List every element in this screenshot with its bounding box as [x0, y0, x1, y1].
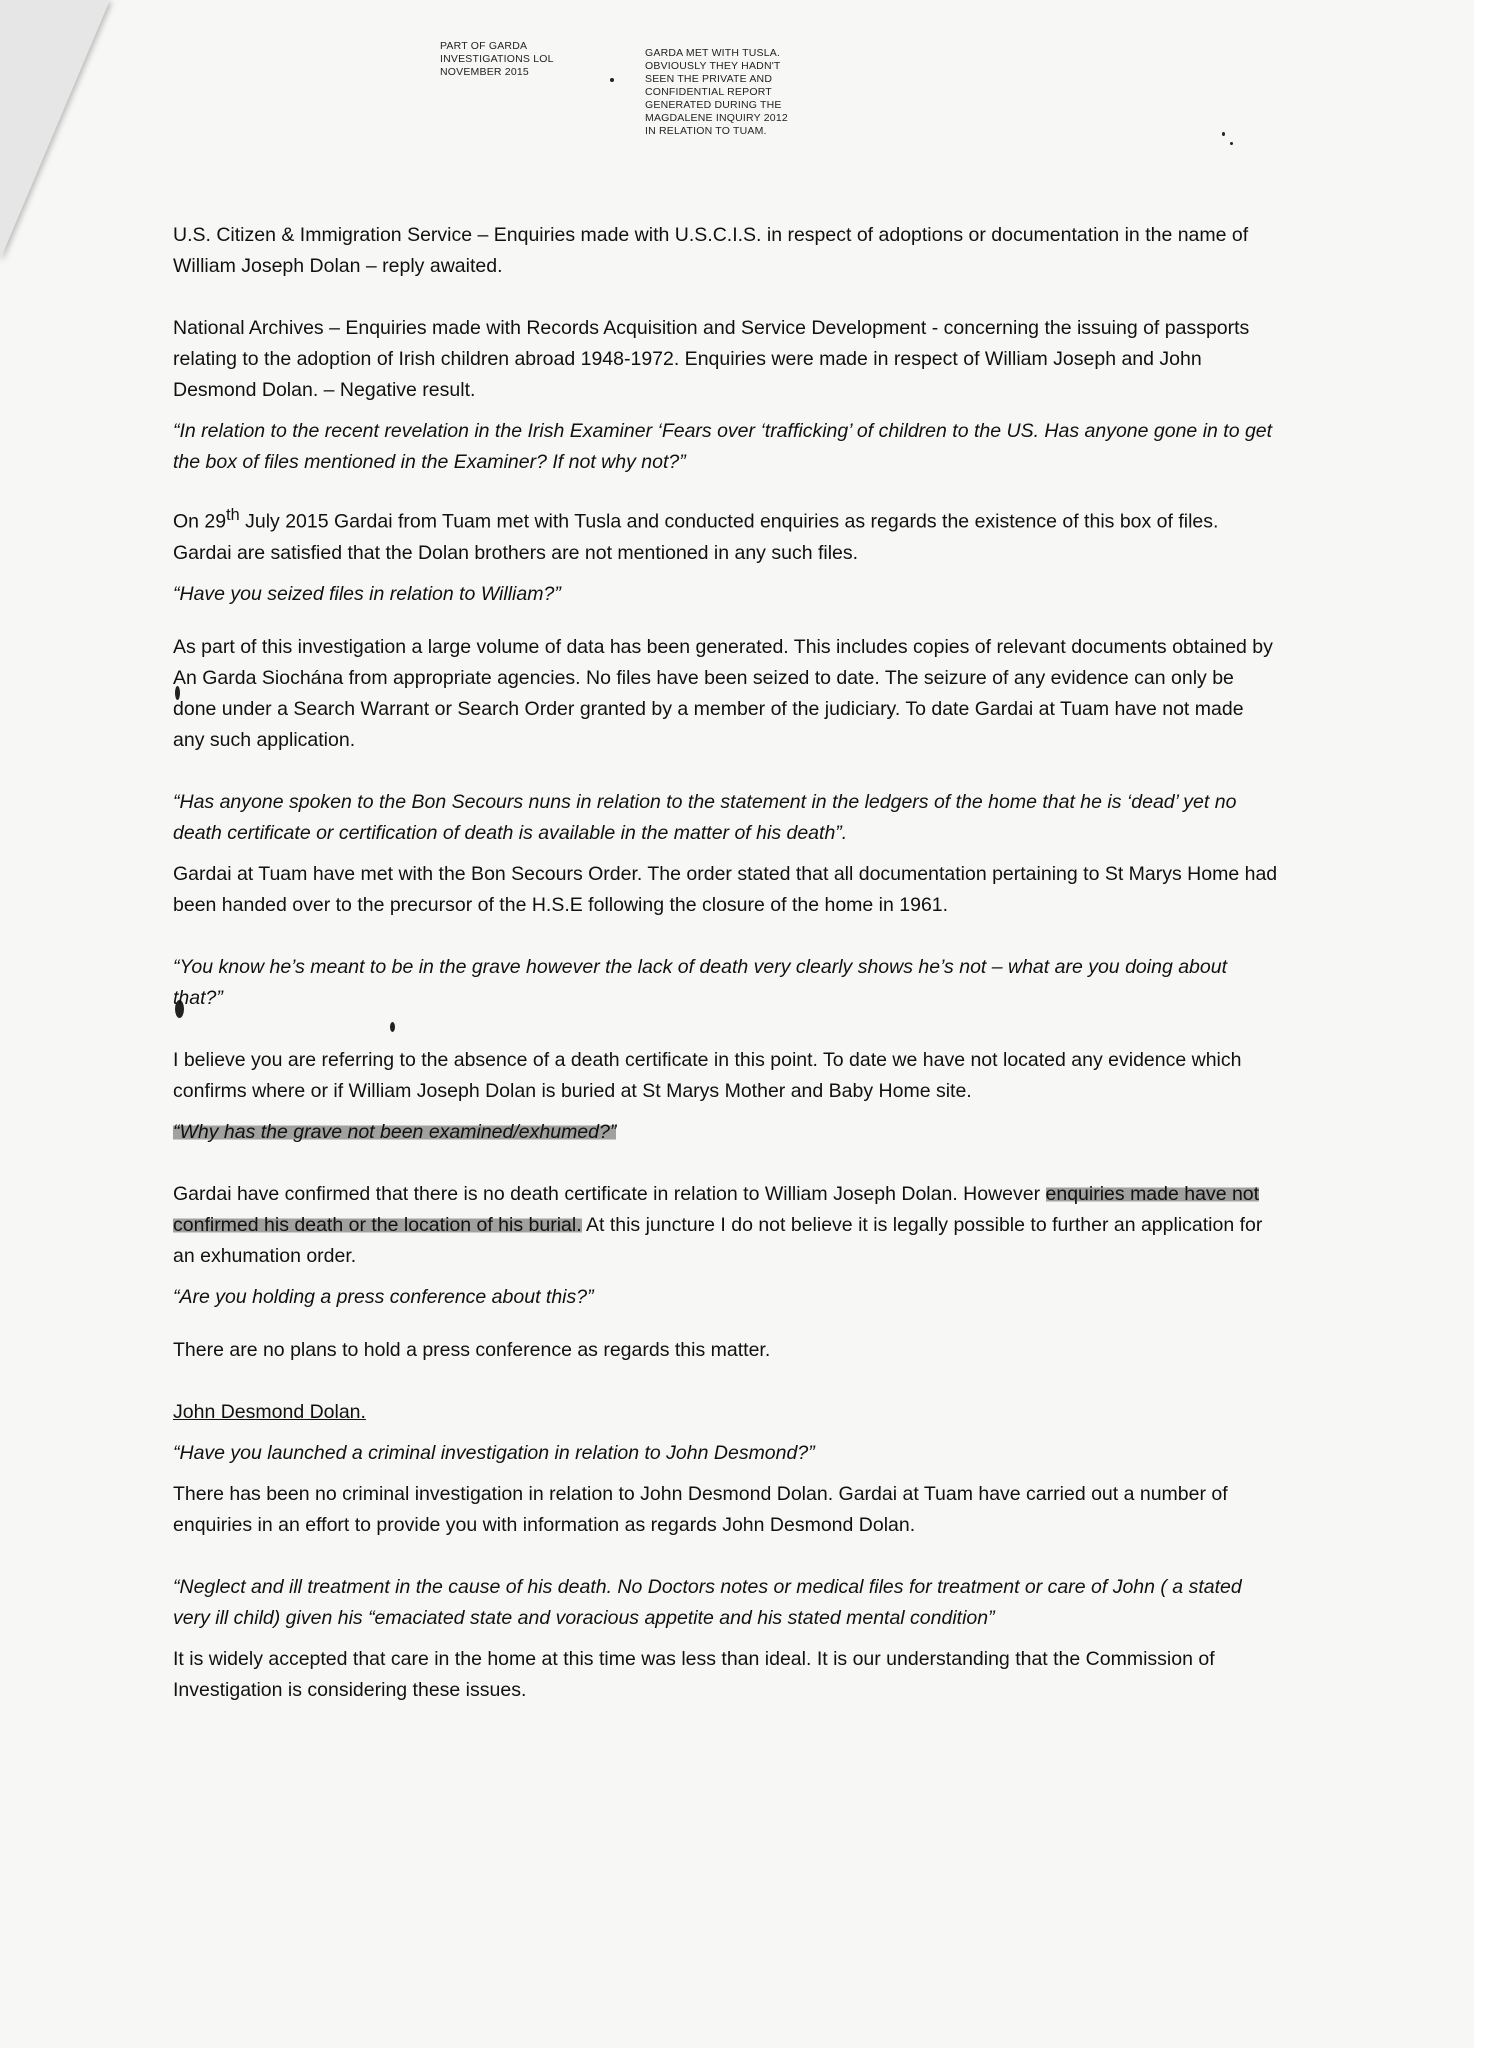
- answer-examiner: [173, 500, 1278, 569]
- question-examiner: “In relation to the recent revelation in the Irish Examiner ‘Fears over ‘trafficking’ of children to the US. Has anyone gone in to get the box of files mentioned in the Examiner? If not why not?”: [173, 420, 1273, 473]
- answer-neglect: It is widely accepted that care in the home at this time was less than ideal. It is our understanding that the Commission of Investigation is considering these issues.: [173, 1647, 1215, 1701]
- answer-date-prefix: On 29: [173, 510, 227, 533]
- answer-exhumed-start: Gardai have confirmed that there is no death certificate in relation to William Joseph Dolan. However: [173, 1182, 1046, 1205]
- uscis-paragraph: U.S. Citizen & Immigration Service – Enquiries made with U.S.C.I.S. in respect of adoptions or documentation in the name of William Joseph Dolan – reply awaited.: [173, 224, 1249, 277]
- answer-examiner-text: July 2015 Gardai from Tuam met with Tusla and conducted enquiries as regards the existence of this box of files. Gardai are satisfied that the Dolan brothers are not mentioned in any such files.: [173, 510, 1219, 564]
- answer-date-suffix: th: [226, 506, 240, 524]
- question-exhumed: [173, 1117, 1278, 1148]
- question-press-conference: “Are you holding a press conference about this?”: [173, 1285, 594, 1308]
- answer-seized-files: As part of this investigation a large volume of data has been generated. This includes copies of relevant documents obtained by An Garda Siochána from appropriate agencies. No files have been seized to date. The seizure of any evidence can only be done under a Search Warrant or Search Order granted by a member of the judiciary. To date Gardai at Tuam have not made any such application.: [173, 635, 1273, 751]
- handwritten-note-left: PART OF GARDA INVESTIGATIONS LOL NOVEMBER 2015: [440, 40, 554, 78]
- answer-criminal-investigation: There has been no criminal investigation in relation to John Desmond Dolan. Gardai at Tuam have carried out a number of enquiries in an effort to provide you with information as regards John Desmond Dolan.: [173, 1482, 1228, 1536]
- answer-grave: I believe you are referring to the absence of a death certificate in this point. To date we have not located any evidence which confirms where or if William Joseph Dolan is buried at St Marys Mother and Baby Home site.: [173, 1048, 1242, 1102]
- scan-speck: [1222, 132, 1225, 136]
- document-body: [173, 220, 1278, 1706]
- archives-paragraph: National Archives – Enquiries made with Records Acquisition and Service Development - concerning the issuing of passports relating to the adoption of Irish children abroad 1948-1972. Enquiries were made in respect of William Joseph and John Desmond Dolan. – Negative result.: [173, 317, 1250, 401]
- answer-exhumed-end: At this juncture I do not believe it is legally possible to further an application for an exhumation order.: [173, 1213, 1263, 1267]
- answer-press-conference: There are no plans to hold a press conference as regards this matter.: [173, 1338, 771, 1361]
- question-seized-files: “Have you seized files in relation to William?”: [173, 582, 561, 605]
- section-heading-john: John Desmond Dolan.: [173, 1400, 366, 1423]
- highlighted-question: “Why has the grave not been examined/exhumed?”: [173, 1120, 617, 1143]
- answer-bon-secours: Gardai at Tuam have met with the Bon Secours Order. The order stated that all documentation pertaining to St Marys Home had been handed over to the precursor of the H.S.E following the closure of the home in 1961.: [173, 862, 1278, 916]
- scan-speck: [610, 78, 614, 82]
- question-criminal-investigation: “Have you launched a criminal investigation in relation to John Desmond?”: [173, 1441, 815, 1464]
- question-bon-secours: “Has anyone spoken to the Bon Secours nuns in relation to the statement in the ledgers of the home that he is ‘dead’ yet no death certificate or certification of death is available in the matter of his death”.: [173, 790, 1237, 844]
- folded-corner: [0, 0, 110, 260]
- scan-speck: [1230, 142, 1233, 145]
- highlighted-answer: enquiries made have not confirmed his death or the location of his burial.: [173, 1182, 1260, 1236]
- handwritten-note-right: GARDA MET WITH TUSLA. OBVIOUSLY THEY HADN'T SEEN THE PRIVATE AND CONFIDENTIAL REPORT GENERATED DURING THE MAGDALENE INQUIRY 2012 IN RELATION TO TUAM.: [645, 47, 788, 137]
- question-grave: “You know he’s meant to be in the grave however the lack of death very clearly shows he’s not – what are you doing about that?”: [173, 955, 1227, 1009]
- answer-exhumed: [173, 1179, 1278, 1272]
- question-neglect: “Neglect and ill treatment in the cause of his death. No Doctors notes or medical files for treatment or care of John ( a stated very ill child) given his “emaciated state and voracious appetite and his stated mental condition”: [173, 1575, 1242, 1629]
